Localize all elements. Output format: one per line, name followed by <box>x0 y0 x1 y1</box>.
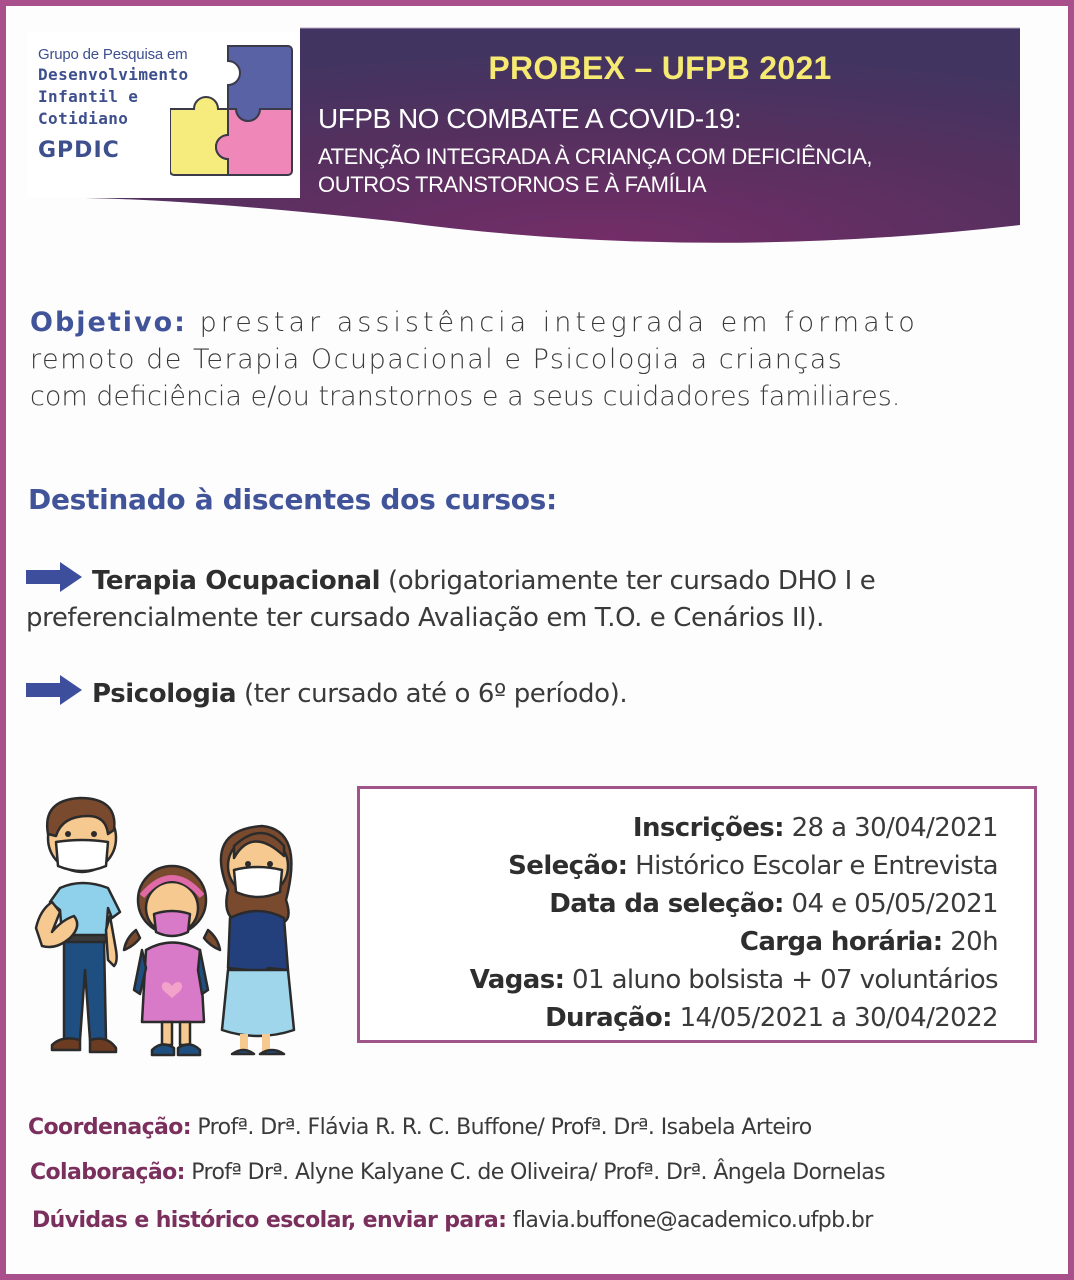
course-name: Terapia Ocupacional <box>92 566 381 596</box>
info-carga-horaria <box>470 923 998 961</box>
logo-line-3: Infantil e <box>38 87 139 106</box>
collaboration-label: Colaboração: <box>30 1160 185 1185</box>
course-item-terapia-ocupacional <box>26 562 1026 637</box>
info-value: 20h <box>942 927 998 957</box>
coordination-value: Profª. Drª. Flávia R. R. C. Buffone/ Profª. Drª. Isabela Arteiro <box>191 1115 812 1140</box>
program-details-box <box>357 786 1037 1043</box>
family-illustration <box>22 790 312 1065</box>
objective-text-3: com deficiência e/ou transtornos e a seus cuidadores familiares. <box>30 381 901 412</box>
info-value: Histórico Escolar e Entrevista <box>627 851 998 881</box>
objective-text-2: remoto de Terapia Ocupacional e Psicologia a crianças <box>30 344 844 375</box>
info-selecao <box>470 847 998 885</box>
banner-description-line-2: OUTROS TRANSTORNOS E À FAMÍLIA <box>318 172 707 197</box>
info-value: 28 a 30/04/2021 <box>783 813 998 843</box>
logo-line-4: Cotidiano <box>38 109 129 128</box>
objective-paragraph <box>30 304 1000 415</box>
coordination-line <box>28 1115 812 1140</box>
info-label: Duração: <box>545 1003 672 1033</box>
logo-line-2: Desenvolvimento <box>38 65 189 84</box>
banner-description <box>318 143 872 199</box>
logo-acronym: GPDIC <box>38 138 120 163</box>
collaboration-line <box>30 1160 885 1185</box>
course-requirement-cont: preferencialmente ter cursado Avaliação em T.O. e Cenários II). <box>26 603 825 633</box>
info-label: Data da seleção: <box>549 889 784 919</box>
contact-email[interactable]: flavia.buffone@academico.ufpb.br <box>506 1208 873 1233</box>
objective-label: Objetivo: <box>30 307 187 338</box>
info-duracao <box>470 999 998 1037</box>
info-label: Carga horária: <box>739 927 943 957</box>
logo-line-1: Grupo de Pesquisa em <box>38 46 188 63</box>
target-courses-heading: Destinado à discentes dos cursos: <box>28 483 557 516</box>
info-value: 01 aluno bolsista + 07 voluntários <box>564 965 998 995</box>
objective-text-1: prestar assistência integrada em formato <box>199 307 919 338</box>
contact-line <box>32 1208 873 1233</box>
info-label: Seleção: <box>508 851 628 881</box>
arrow-right-icon <box>26 675 82 705</box>
banner-description-line-1: ATENÇÃO INTEGRADA À CRIANÇA COM DEFICIÊNCIA, <box>318 144 873 169</box>
banner-subtitle: UFPB NO COMBATE A COVID-19: <box>318 103 742 134</box>
gpdic-logo <box>27 32 297 197</box>
info-vagas <box>470 961 998 999</box>
info-label: Vagas: <box>469 965 565 995</box>
course-name: Psicologia <box>92 679 237 709</box>
course-requirement: (obrigatoriamente ter cursado DHO I e <box>380 566 876 596</box>
probex-title: PROBEX – UFPB 2021 <box>488 50 832 86</box>
course-requirement: (ter cursado até o 6º período). <box>236 679 628 709</box>
arrow-right-icon <box>26 562 82 592</box>
course-item-psicologia <box>26 675 1026 713</box>
info-value: 14/05/2021 a 30/04/2022 <box>671 1003 998 1033</box>
coordination-label: Coordenação: <box>28 1115 191 1140</box>
info-value: 04 e 05/05/2021 <box>783 889 998 919</box>
contact-label: Dúvidas e histórico escolar, enviar para: <box>32 1208 507 1233</box>
puzzle-pieces-icon <box>170 43 294 178</box>
info-data-selecao <box>470 885 998 923</box>
collaboration-value: Profª Drª. Alyne Kalyane C. de Oliveira/ Profª. Drª. Ângela Dornelas <box>184 1160 886 1185</box>
info-inscricoes <box>470 809 998 847</box>
info-label: Inscrições: <box>632 813 784 843</box>
